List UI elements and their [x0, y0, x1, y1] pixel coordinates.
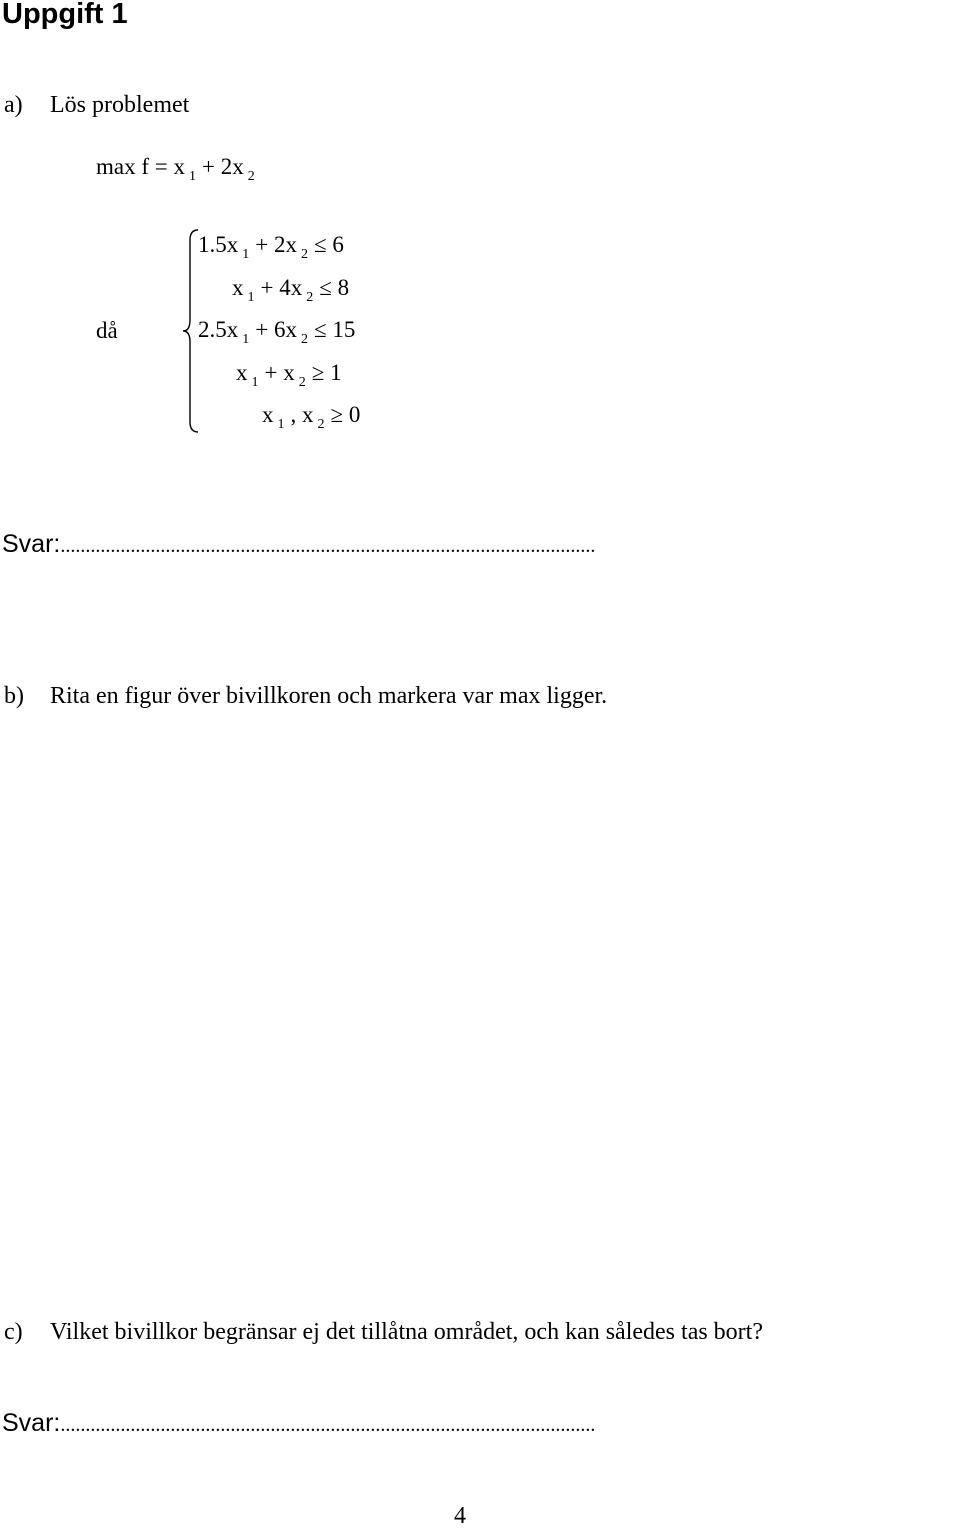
question-a	[4, 92, 189, 119]
question-c-label: c)	[4, 1319, 23, 1345]
question-b-label: b)	[4, 683, 24, 709]
constraint-3: 2.5x $_1$ + 6x $_2$ ≤ 15	[198, 317, 356, 347]
answer-dots-a: ...........................................................................................................	[60, 535, 596, 557]
question-b-text: Rita en figur över bivillkoren och markera var max ligger.	[50, 683, 608, 709]
answer-line-a	[2, 530, 957, 559]
question-a-text: Lös problemet	[50, 92, 190, 118]
answer-label-c: Svar:	[2, 1409, 61, 1437]
answer-line-c	[2, 1409, 957, 1438]
question-a-label: a)	[4, 92, 23, 118]
condition-word: då	[96, 318, 118, 343]
page-title: Uppgift 1	[2, 0, 128, 30]
page-number: 4	[454, 1503, 466, 1529]
constraint-5: x $_1$ , x $_2$ ≥ 0	[262, 402, 361, 432]
objective-function: max f = x $_1$ + 2x $_2$	[96, 154, 255, 184]
answer-dots-c: ...........................................................................................................	[60, 1414, 596, 1436]
answer-label-a: Svar:	[2, 530, 61, 558]
question-c-text: Vilket bivillkor begränsar ej det tillåtna området, och kan således tas bort?	[50, 1319, 763, 1345]
constraint-4: x $_1$ + x $_2$ ≥ 1	[236, 360, 342, 390]
constraint-2: x $_1$ + 4x $_2$ ≤ 8	[232, 275, 350, 305]
constraint-1: 1.5x $_1$ + 2x $_2$ ≤ 6	[198, 232, 344, 262]
question-b	[4, 683, 607, 710]
question-c	[4, 1319, 763, 1346]
